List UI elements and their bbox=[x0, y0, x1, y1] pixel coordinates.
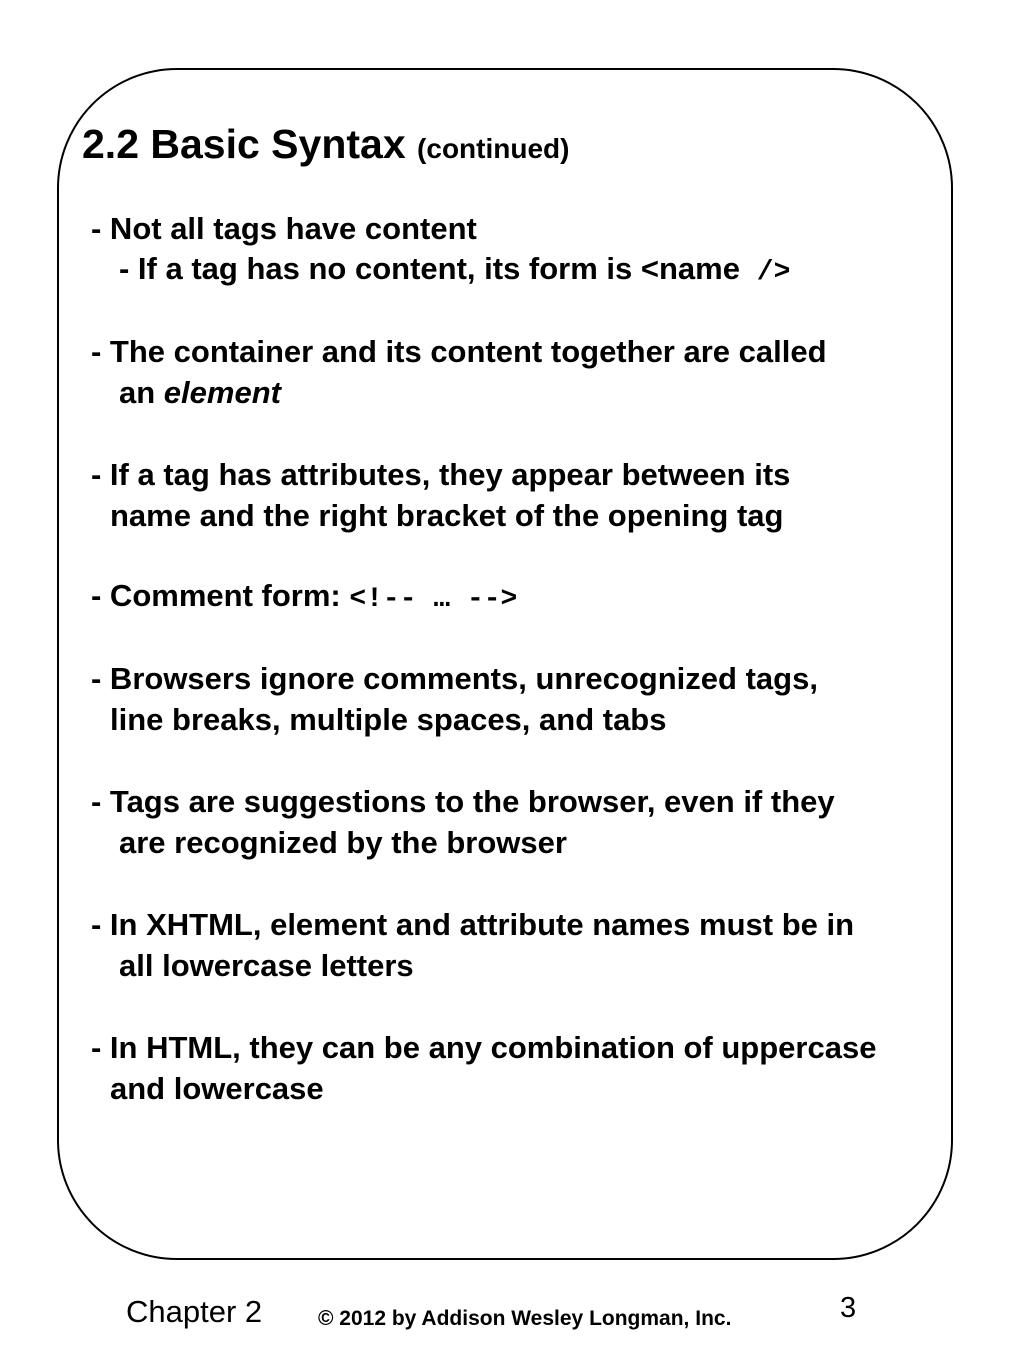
bullet-1-sub bbox=[119, 249, 790, 293]
bullet-2-text: an bbox=[119, 375, 164, 410]
bullet-3-line-1: - If a tag has attributes, they appear between its bbox=[91, 457, 791, 492]
footer-copyright: © 2012 by Addison Wesley Longman, Inc. bbox=[318, 1307, 732, 1330]
slide-title bbox=[82, 118, 569, 175]
bullet-3-line-2: name and the right bracket of the opening tag bbox=[110, 498, 784, 533]
page-number: 3 bbox=[840, 1292, 857, 1324]
bullet-6-line-2: are recognized by the browser bbox=[119, 825, 567, 860]
bullet-1: - Not all tags have content bbox=[91, 211, 477, 246]
bullet-8-line-2: and lowercase bbox=[110, 1071, 324, 1106]
bullet-7-line-2: all lowercase letters bbox=[119, 948, 414, 983]
bullet-6-line-1: - Tags are suggestions to the browser, even if they bbox=[91, 784, 835, 819]
bullet-5-line-1: - Browsers ignore comments, unrecognized tags, bbox=[91, 661, 818, 696]
footer-chapter: Chapter 2 bbox=[126, 1294, 263, 1329]
bullet-2-line-2 bbox=[119, 373, 281, 413]
bullet-1-sub-code: /> bbox=[739, 257, 791, 288]
bullet-4-code: <!-- … --> bbox=[349, 584, 518, 615]
bullet-5-line-2: line breaks, multiple spaces, and tabs bbox=[110, 702, 667, 737]
title-main: 2.2 Basic Syntax bbox=[82, 121, 406, 167]
title-suffix: (continued) bbox=[417, 133, 570, 164]
bullet-2-line-1: - The container and its content together are called bbox=[91, 334, 827, 369]
bullet-2-term: element bbox=[163, 375, 281, 410]
bullet-8-line-1: - In HTML, they can be any combination of uppercase bbox=[91, 1030, 877, 1065]
bullet-4 bbox=[91, 576, 517, 620]
bullet-7-line-1: - In XHTML, element and attribute names must be in bbox=[91, 907, 855, 942]
bullet-1-sub-text: - If a tag has no content, its form is <name bbox=[119, 251, 740, 286]
bullet-4-text: - Comment form: bbox=[91, 578, 350, 613]
